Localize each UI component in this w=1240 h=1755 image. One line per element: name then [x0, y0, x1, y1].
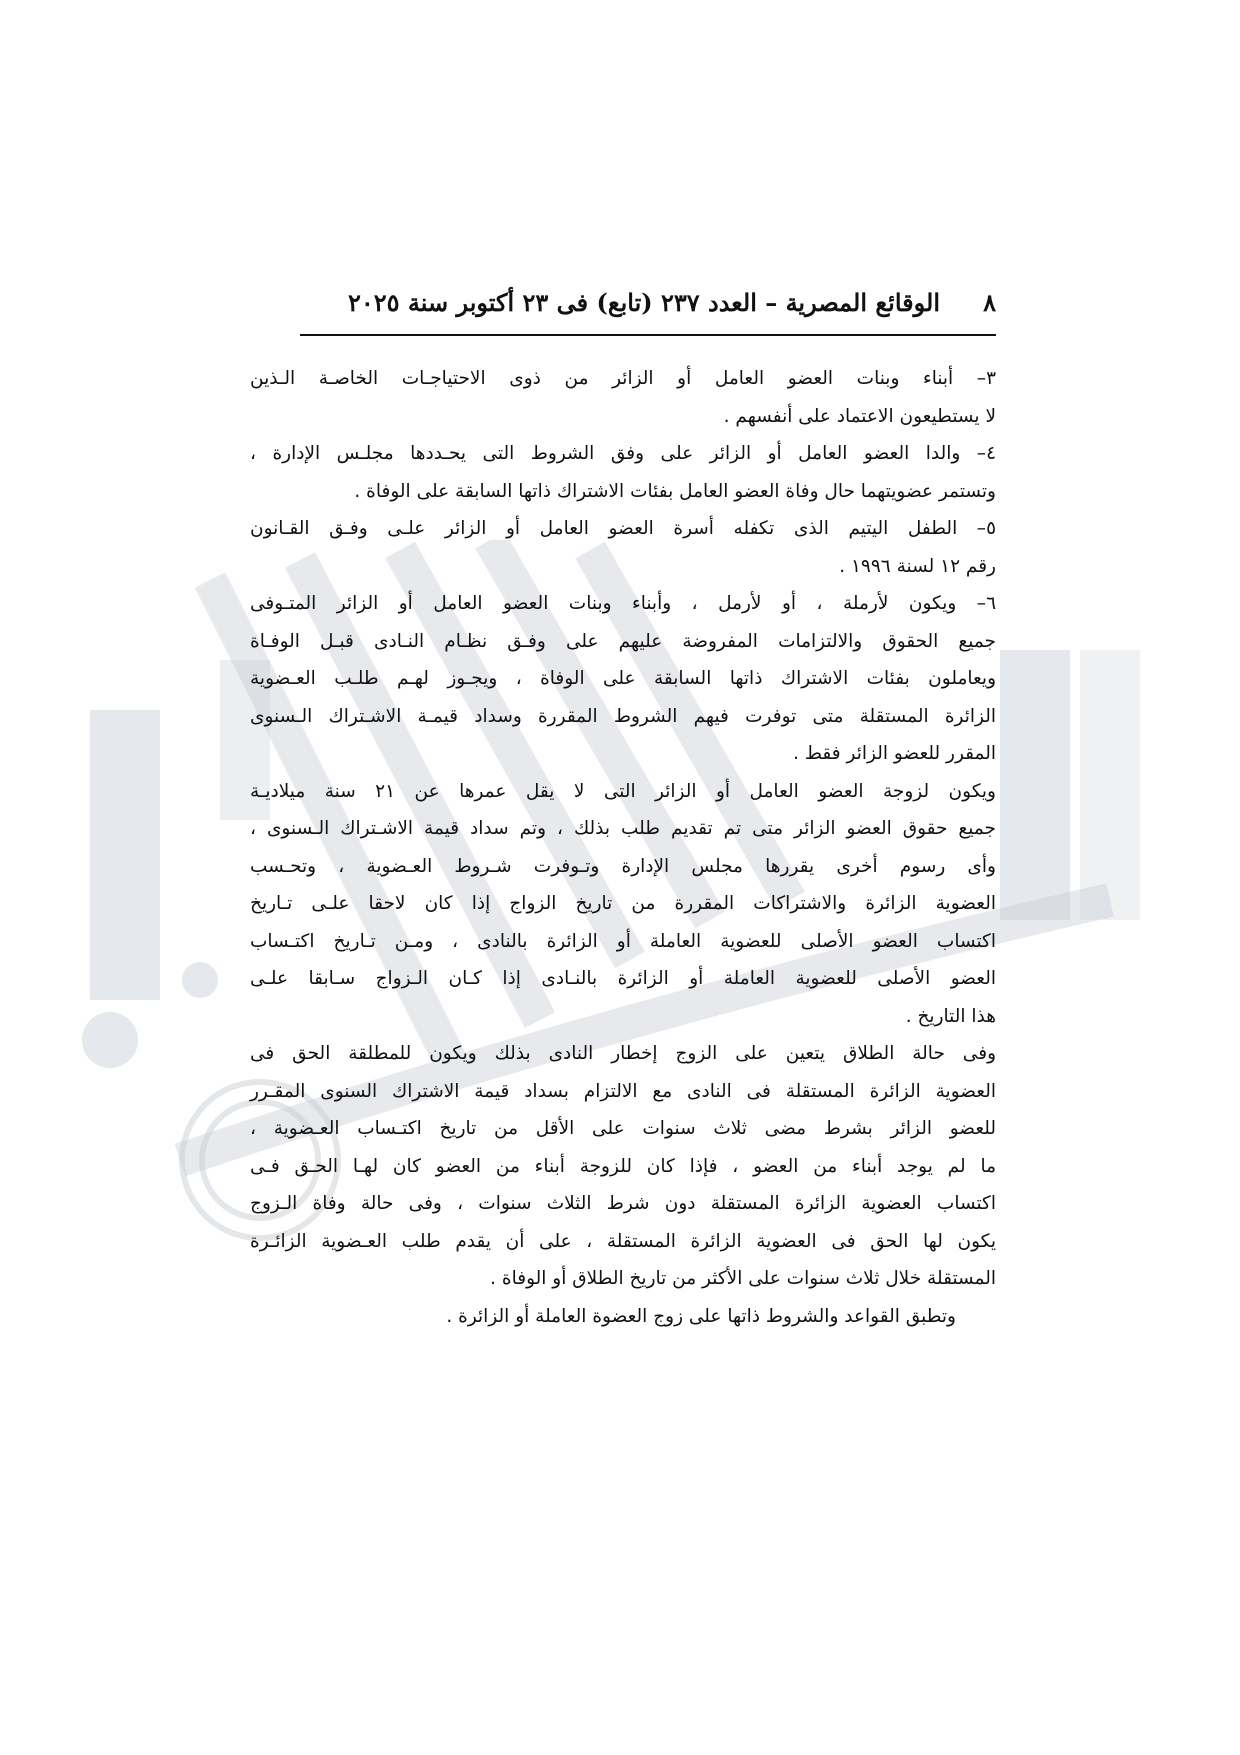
paragraph-husband-rule: [250, 1298, 996, 1336]
text-line: وأى رسوم أخرى يقررها مجلس الإدارة وتـوفرت شـروط العـضوية ، وتحـسب: [250, 855, 996, 877]
text-line: الزائرة المستقلة متى توفرت فيهم الشروط المقررة وسداد قيمـة الاشـتراك الـسنوى: [250, 705, 996, 727]
text-line: ويعاملون بفئات الاشتراك ذاتها السابقة على الوفاة ، ويجـوز لهـم طلـب العـضوية: [250, 668, 996, 689]
text-line: ٣– أبناء وبنات العضو العامل أو الزائر من ذوى الاحتياجـات الخاصـة الـذين: [250, 368, 996, 389]
paragraph-wife-membership: [250, 773, 996, 1036]
text-line: ٥– الطفل اليتيم الذى تكفله أسرة العضو العامل أو الزائر علـى وفـق القـانون: [250, 518, 996, 539]
document-body: [250, 360, 996, 1335]
text-line: هذا التاريخ .: [905, 1005, 996, 1027]
paragraph-item-3: [250, 360, 996, 435]
text-line: العضو الأصلى للعضوية العاملة أو الزائرة بالنـادى إذا كـان الـزواج سـابقا علـى: [250, 968, 996, 989]
page-header: [300, 288, 996, 328]
paragraph-item-6: [250, 585, 996, 773]
page-number: ٨: [983, 288, 996, 317]
paragraph-item-5: [250, 510, 996, 585]
text-line: المقرر للعضو الزائر فقط .: [793, 743, 996, 764]
text-line: للعضو الزائر بشرط مضى ثلاث سنوات على الأقل من تاريخ اكتـساب العـضوية ،: [250, 1118, 996, 1139]
text-line: اكتساب العضو الأصلى للعضوية العاملة أو الزائرة بالنادى ، ومـن تـاريخ اكتـساب: [250, 930, 996, 952]
text-line: جميع حقوق العضو الزائر متى تم تقديم طلب بذلك ، وتم سداد قيمة الاشـتراك الـسنوى ،: [250, 818, 996, 839]
text-line: المستقلة خلال ثلاث سنوات على الأكثر من تاريخ الطلاق أو الوفاة .: [490, 1268, 996, 1289]
text-line: لا يستطيعون الاعتماد على أنفسهم .: [723, 405, 996, 427]
text-line: اكتساب العضوية الزائرة المستقلة دون شرط الثلاث سنوات ، وفى حالة وفاة الـزوج: [250, 1193, 996, 1214]
text-line: جميع الحقوق والالتزامات المفروضة عليهم على وفـق نظـام النـادى قبـل الوفـاة: [250, 630, 996, 652]
text-line: وفى حالة الطلاق يتعين على الزوج إخطار النادى بذلك ويكون للمطلقة الحق فى: [250, 1043, 996, 1064]
text-line: العضوية الزائرة والاشتراكات المقررة من تاريخ الزواج إذا كان لاحقا علـى تـاريخ: [250, 893, 996, 914]
text-line: رقم ١٢ لسنة ١٩٩٦ .: [839, 555, 996, 577]
text-line: ويكون لزوجة العضو العامل أو الزائر التى لا يقل عمرها عن ٢١ سنة ميلاديـة: [250, 780, 996, 802]
text-line: ٤– والدا العضو العامل أو الزائر على وفق الشروط التى يحـددها مجلـس الإدارة ،: [250, 443, 996, 464]
text-line: وتستمر عضويتهما حال وفاة العضو العامل بفئات الاشتراك ذاتها السابقة على الوفاة .: [354, 480, 996, 502]
paragraph-divorce: [250, 1035, 996, 1298]
text-line: العضوية الزائرة المستقلة فى النادى مع الالتزام بسداد قيمة الاشتراك السنوى المقـرر: [250, 1080, 996, 1102]
header-divider: [300, 334, 996, 336]
text-line: وتطبق القواعد والشروط ذاتها على زوج العضوة العاملة أو الزائرة .: [446, 1305, 956, 1327]
text-line: يكون لها الحق فى العضوية الزائرة المستقلة ، على أن يقدم طلب العـضوية الزائـرة: [250, 1230, 996, 1252]
gazette-title: الوقائع المصرية – العدد ٢٣٧ (تابع) فى ٢٣ أكتوبر سنة ٢٠٢٥: [347, 288, 940, 317]
text-line: ما لم يوجد أبناء من العضو ، فإذا كان للزوجة أبناء من العضو كان لهـا الحـق فـى: [250, 1155, 996, 1177]
text-line: ٦– ويكون لأرملة ، أو لأرمل ، وأبناء وبنات العضو العامل أو الزائر المتـوفى: [250, 593, 996, 614]
paragraph-item-4: [250, 435, 996, 510]
